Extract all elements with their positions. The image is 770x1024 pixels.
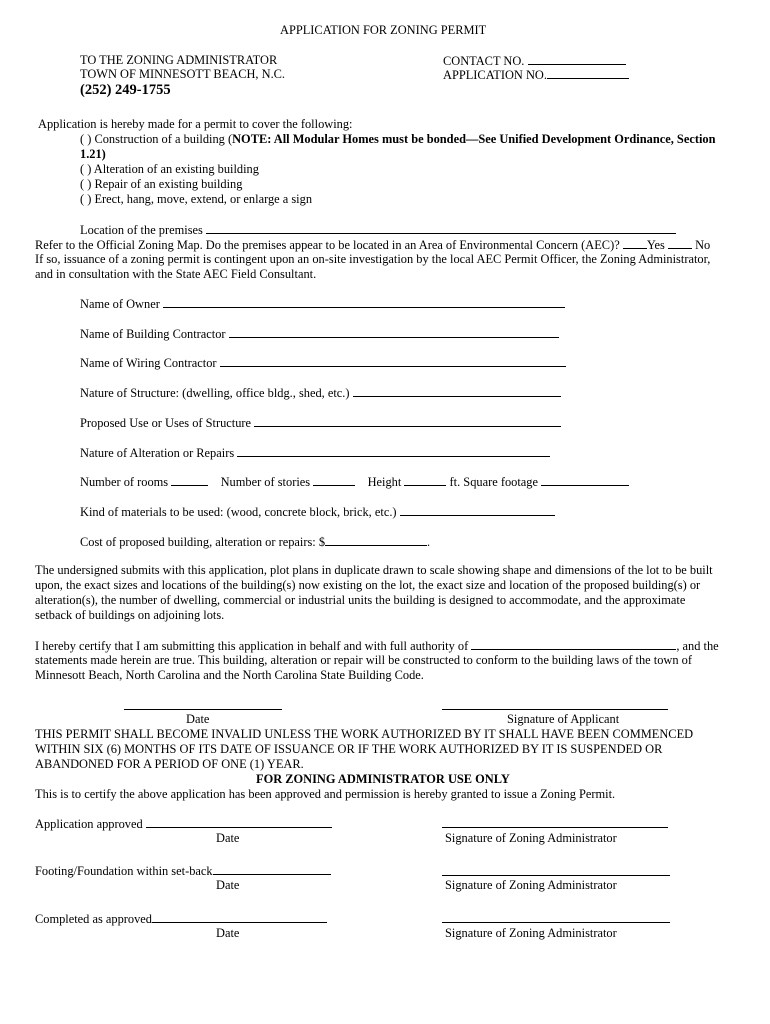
submission-text-4: setback of buildings on adjoining lots. <box>35 608 225 622</box>
square-footage-field[interactable] <box>541 474 629 486</box>
authority-field[interactable] <box>471 638 676 650</box>
approved-date-caption: Date <box>216 831 240 845</box>
admin-signature-line-2[interactable] <box>442 875 670 876</box>
height-field[interactable] <box>404 474 446 486</box>
nature-alteration-label: Nature of Alteration or Repairs <box>80 445 550 461</box>
nature-structure-label: Nature of Structure: (dwelling, office bldg., shed, etc.) <box>80 385 561 401</box>
building-contractor-field[interactable] <box>229 326 559 338</box>
aec-yes-field[interactable] <box>623 237 647 249</box>
location-field[interactable] <box>206 222 676 234</box>
aec-no-field[interactable] <box>668 237 692 249</box>
applicant-signature-caption: Signature of Applicant <box>507 712 620 726</box>
date-caption: Date <box>186 712 210 726</box>
admin-certify-text: This is to certify the above application has been approved and permission is hereby granted to issue a Zoning Permit. <box>35 787 616 801</box>
application-no-label: APPLICATION NO. <box>443 67 629 83</box>
admin-heading: FOR ZONING ADMINISTRATOR USE ONLY <box>256 772 510 786</box>
aec-note-cont: and in consultation with the State AEC Field Consultant. <box>35 267 317 281</box>
owner-field[interactable] <box>163 296 565 308</box>
to-administrator: TO THE ZONING ADMINISTRATOR <box>80 53 278 67</box>
warning-text-1: THIS PERMIT SHALL BECOME INVALID UNLESS THE WORK AUTHORIZED BY IT SHALL HAVE BEEN COMMENCED <box>35 727 694 741</box>
materials-field[interactable] <box>400 504 555 516</box>
footing-date-caption: Date <box>216 878 240 892</box>
certify-text-2: statements made herein are true. This building, alteration or repair will be constructed to conform to the building laws of the town of <box>35 653 692 667</box>
applicant-signature-line[interactable] <box>442 709 668 710</box>
rooms-stories-height-row: Number of rooms Number of stories Height ft. Square footage <box>80 474 629 490</box>
application-no-field[interactable] <box>547 67 629 79</box>
proposed-use-label: Proposed Use or Uses of Structure <box>80 415 561 431</box>
proposed-use-field[interactable] <box>254 415 561 427</box>
location-label: Location of the premises <box>80 222 676 238</box>
phone-number: (252) 249-1755 <box>80 82 171 98</box>
aec-note: If so, issuance of a zoning permit is contingent upon an on-site investigation by the local AEC Permit Officer, the Zoning Administrator, <box>35 252 711 266</box>
admin-signature-caption-2: Signature of Zoning Administrator <box>445 878 617 892</box>
admin-signature-caption-1: Signature of Zoning Administrator <box>445 831 617 845</box>
option-construction: ( ) Construction of a building (NOTE: All Modular Homes must be bonded—See Unified Development Ordinance, Section <box>80 132 716 146</box>
wiring-contractor-label: Name of Wiring Contractor <box>80 355 566 371</box>
date-line[interactable] <box>124 709 282 710</box>
cost-label: Cost of proposed building, alteration or repairs: $ . <box>80 535 431 549</box>
town-name: TOWN OF MINNESOTT BEACH, N.C. <box>80 67 286 81</box>
footing-label: Footing/Foundation within set-back <box>35 863 331 879</box>
admin-signature-line-1[interactable] <box>442 827 668 828</box>
nature-alteration-field[interactable] <box>237 445 550 457</box>
submission-text-2: upon, the exact sizes and locations of the building(s) now existing on the lot, the exact size and location of the proposed building(s) or <box>35 578 701 592</box>
nature-structure-field[interactable] <box>353 385 561 397</box>
building-contractor-label: Name of Building Contractor <box>80 326 559 342</box>
intro-text: Application is hereby made for a permit to cover the following: <box>38 117 353 131</box>
warning-text-2: WITHIN SIX (6) MONTHS OF ITS DATE OF ISSUANCE OR IF THE WORK AUTHORIZED BY IT IS SUSPENDED OR <box>35 742 663 756</box>
submission-text-3: alteration(s), the number of dwelling, commercial or industrial units the building is designed to accommodate, and the approximate <box>35 593 686 607</box>
page-title: APPLICATION FOR ZONING PERMIT <box>280 23 487 37</box>
aec-question: Refer to the Official Zoning Map. Do the premises appear to be located in an Area of Environmental Concern (AEC)? Yes No <box>35 238 711 252</box>
rooms-field[interactable] <box>171 474 208 486</box>
warning-text-3: ABANDONED FOR A PERIOD OF ONE (1) YEAR. <box>35 757 304 771</box>
admin-signature-line-3[interactable] <box>442 922 670 923</box>
owner-label: Name of Owner <box>80 296 565 312</box>
contact-no-field[interactable] <box>528 53 626 65</box>
application-approved-label: Application approved <box>35 816 332 832</box>
option-repair: ( ) Repair of an existing building <box>80 177 243 191</box>
application-approved-field[interactable] <box>146 816 332 828</box>
certify-text-3: Minnesott Beach, North Carolina and the North Carolina State Building Code. <box>35 668 424 682</box>
certify-text: I hereby certify that I am submitting this application in behalf and with full authority of , and the <box>35 639 719 653</box>
footing-field[interactable] <box>213 863 331 875</box>
contact-no-label: CONTACT NO. <box>443 53 626 69</box>
option-sign: ( ) Erect, hang, move, extend, or enlarge a sign <box>80 192 313 206</box>
materials-label: Kind of materials to be used: (wood, concrete block, brick, etc.) <box>80 504 555 520</box>
submission-text-1: The undersigned submits with this application, plot plans in duplicate drawn to scale showing shape and dimensions of the lot to be built <box>35 563 713 577</box>
option-alteration: ( ) Alteration of an existing building <box>80 162 259 176</box>
completed-field[interactable] <box>152 911 327 923</box>
stories-field[interactable] <box>313 474 355 486</box>
wiring-contractor-field[interactable] <box>220 355 566 367</box>
completed-label: Completed as approved <box>35 911 327 927</box>
option-construction-section: 1.21) <box>80 147 106 161</box>
cost-field[interactable] <box>325 534 427 546</box>
admin-signature-caption-3: Signature of Zoning Administrator <box>445 926 617 940</box>
completed-date-caption: Date <box>216 926 240 940</box>
